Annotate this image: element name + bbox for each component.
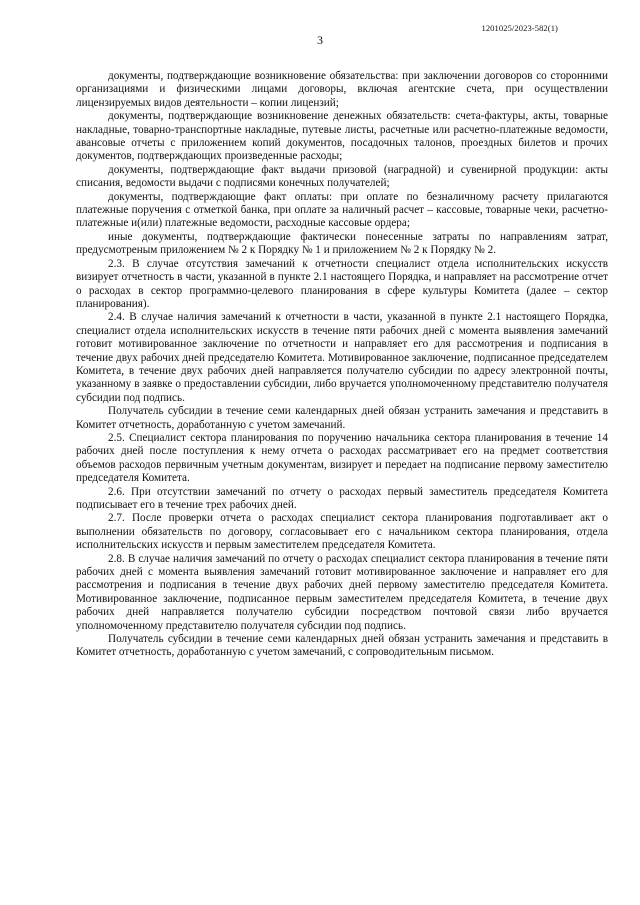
paragraph: Получатель субсидии в течение семи календарных дней обязан устранить замечания и представить в Комитет отчетность, доработанную с учетом замечаний, с сопроводительным письмом.	[76, 633, 608, 659]
paragraph: 2.4. В случае наличия замечаний к отчетности в части, указанной в пункте 2.1 настоящего Порядка, специалист отдела исполнительских искусств в течение пяти рабочих дней с момента выявления замечаний готовит мотивированное заключение по отчетности и направляет его для рассмотрения и подписания в течение двух рабочих дней председателю Комитета. Мотивированное заключение, подписанное председателем Комитета, в течение двух рабочих дней направляется получателю субсидии по адресу электронной почты, указанному в заявке о предоставлении субсидии, либо вручается уполномоченному представителю получателя субсидии под подпись.	[76, 311, 608, 404]
paragraph: 2.8. В случае наличия замечаний по отчету о расходах специалист сектора планирования в течение пяти рабочих дней с момента выявления замечаний готовит мотивированное заключение и направляет его для рассмотрения и подписания в течение двух рабочих дней первому заместителю председателя Комитета. Мотивированное заключение, подписанное первым заместителем председателя Комитета, в течение двух рабочих дней направляется получателю субсидии посредством почтовой связи либо вручается уполномоченному представителю получателя субсидии под подпись.	[76, 552, 608, 632]
paragraph: 2.3. В случае отсутствия замечаний к отчетности специалист отдела исполнительских искусств визирует отчетность в части, указанной в пункте 2.1 настоящего Порядка, и направляет на рассмотрение отчет о расходах в сектор программно-целевого планирования в сфере культуры Комитета (далее – сектор планирования).	[76, 257, 608, 310]
document-id: 1201025/2023-582(1)	[481, 23, 558, 33]
paragraph: документы, подтверждающие возникновение обязательства: при заключении договоров со сторонними организациями и физическими лицами договоры, включая агентские счета, при осуществлении лицензируемых видов деятельности – копии лицензий;	[76, 70, 608, 109]
paragraph: документы, подтверждающие факт выдачи призовой (наградной) и сувенирной продукции: акты списания, ведомости выдачи с подписями конечных получателей;	[76, 163, 608, 190]
paragraph: иные документы, подтверждающие фактически понесенные затраты по направлениям затрат, предусмотреным приложением № 2 к Порядку № 1 и приложением № 2 к Порядку № 2.	[76, 230, 608, 257]
paragraph: Получатель субсидии в течение семи календарных дней обязан устранить замечания и представить в Комитет отчетность, доработанную с учетом замечаний.	[76, 405, 608, 431]
paragraph: документы, подтверждающие возникновение денежных обязательств: счета-фактуры, акты, товарные накладные, товарно-транспортные накладные, путевые листы, расчетные или расчетно-платежные ведомости, авансовые отчеты с приложением копий документов, посадочных талонов, проездных билетов и прочих документов, подтверждающих произведенные расходы;	[76, 110, 608, 163]
paragraph: 2.7. После проверки отчета о расходах специалист сектора планирования подготавливает акт о выполнении обязательств по договору, согласовывает его с начальником сектора планирования, отдела исполнительских искусств и первым заместителем председателя Комитета.	[76, 512, 608, 552]
paragraph: документы, подтверждающие факт оплаты: при оплате по безналичному расчету прилагаются платежные поручения с отметкой банка, при оплате за наличный расчет – кассовые, товарные чеки, расчетно-платежные и(или) платежные ведомости, расходные кассовые ордера;	[76, 190, 608, 230]
paragraph: 2.5. Специалист сектора планирования по поручению начальника сектора планирования в течение 14 рабочих дней после поступления к нему отчета о расходах рассматривает его на предмет соответствия объемов расходов первичным учетным документам, визирует и передает на подписание первому заместителю председателя Комитета.	[76, 431, 608, 485]
page-number: 3	[317, 33, 323, 47]
document-body	[76, 70, 608, 660]
paragraph: 2.6. При отсутствии замечаний по отчету о расходах первый заместитель председателя Комитета подписывает его в течение трех рабочих дней.	[76, 485, 608, 511]
